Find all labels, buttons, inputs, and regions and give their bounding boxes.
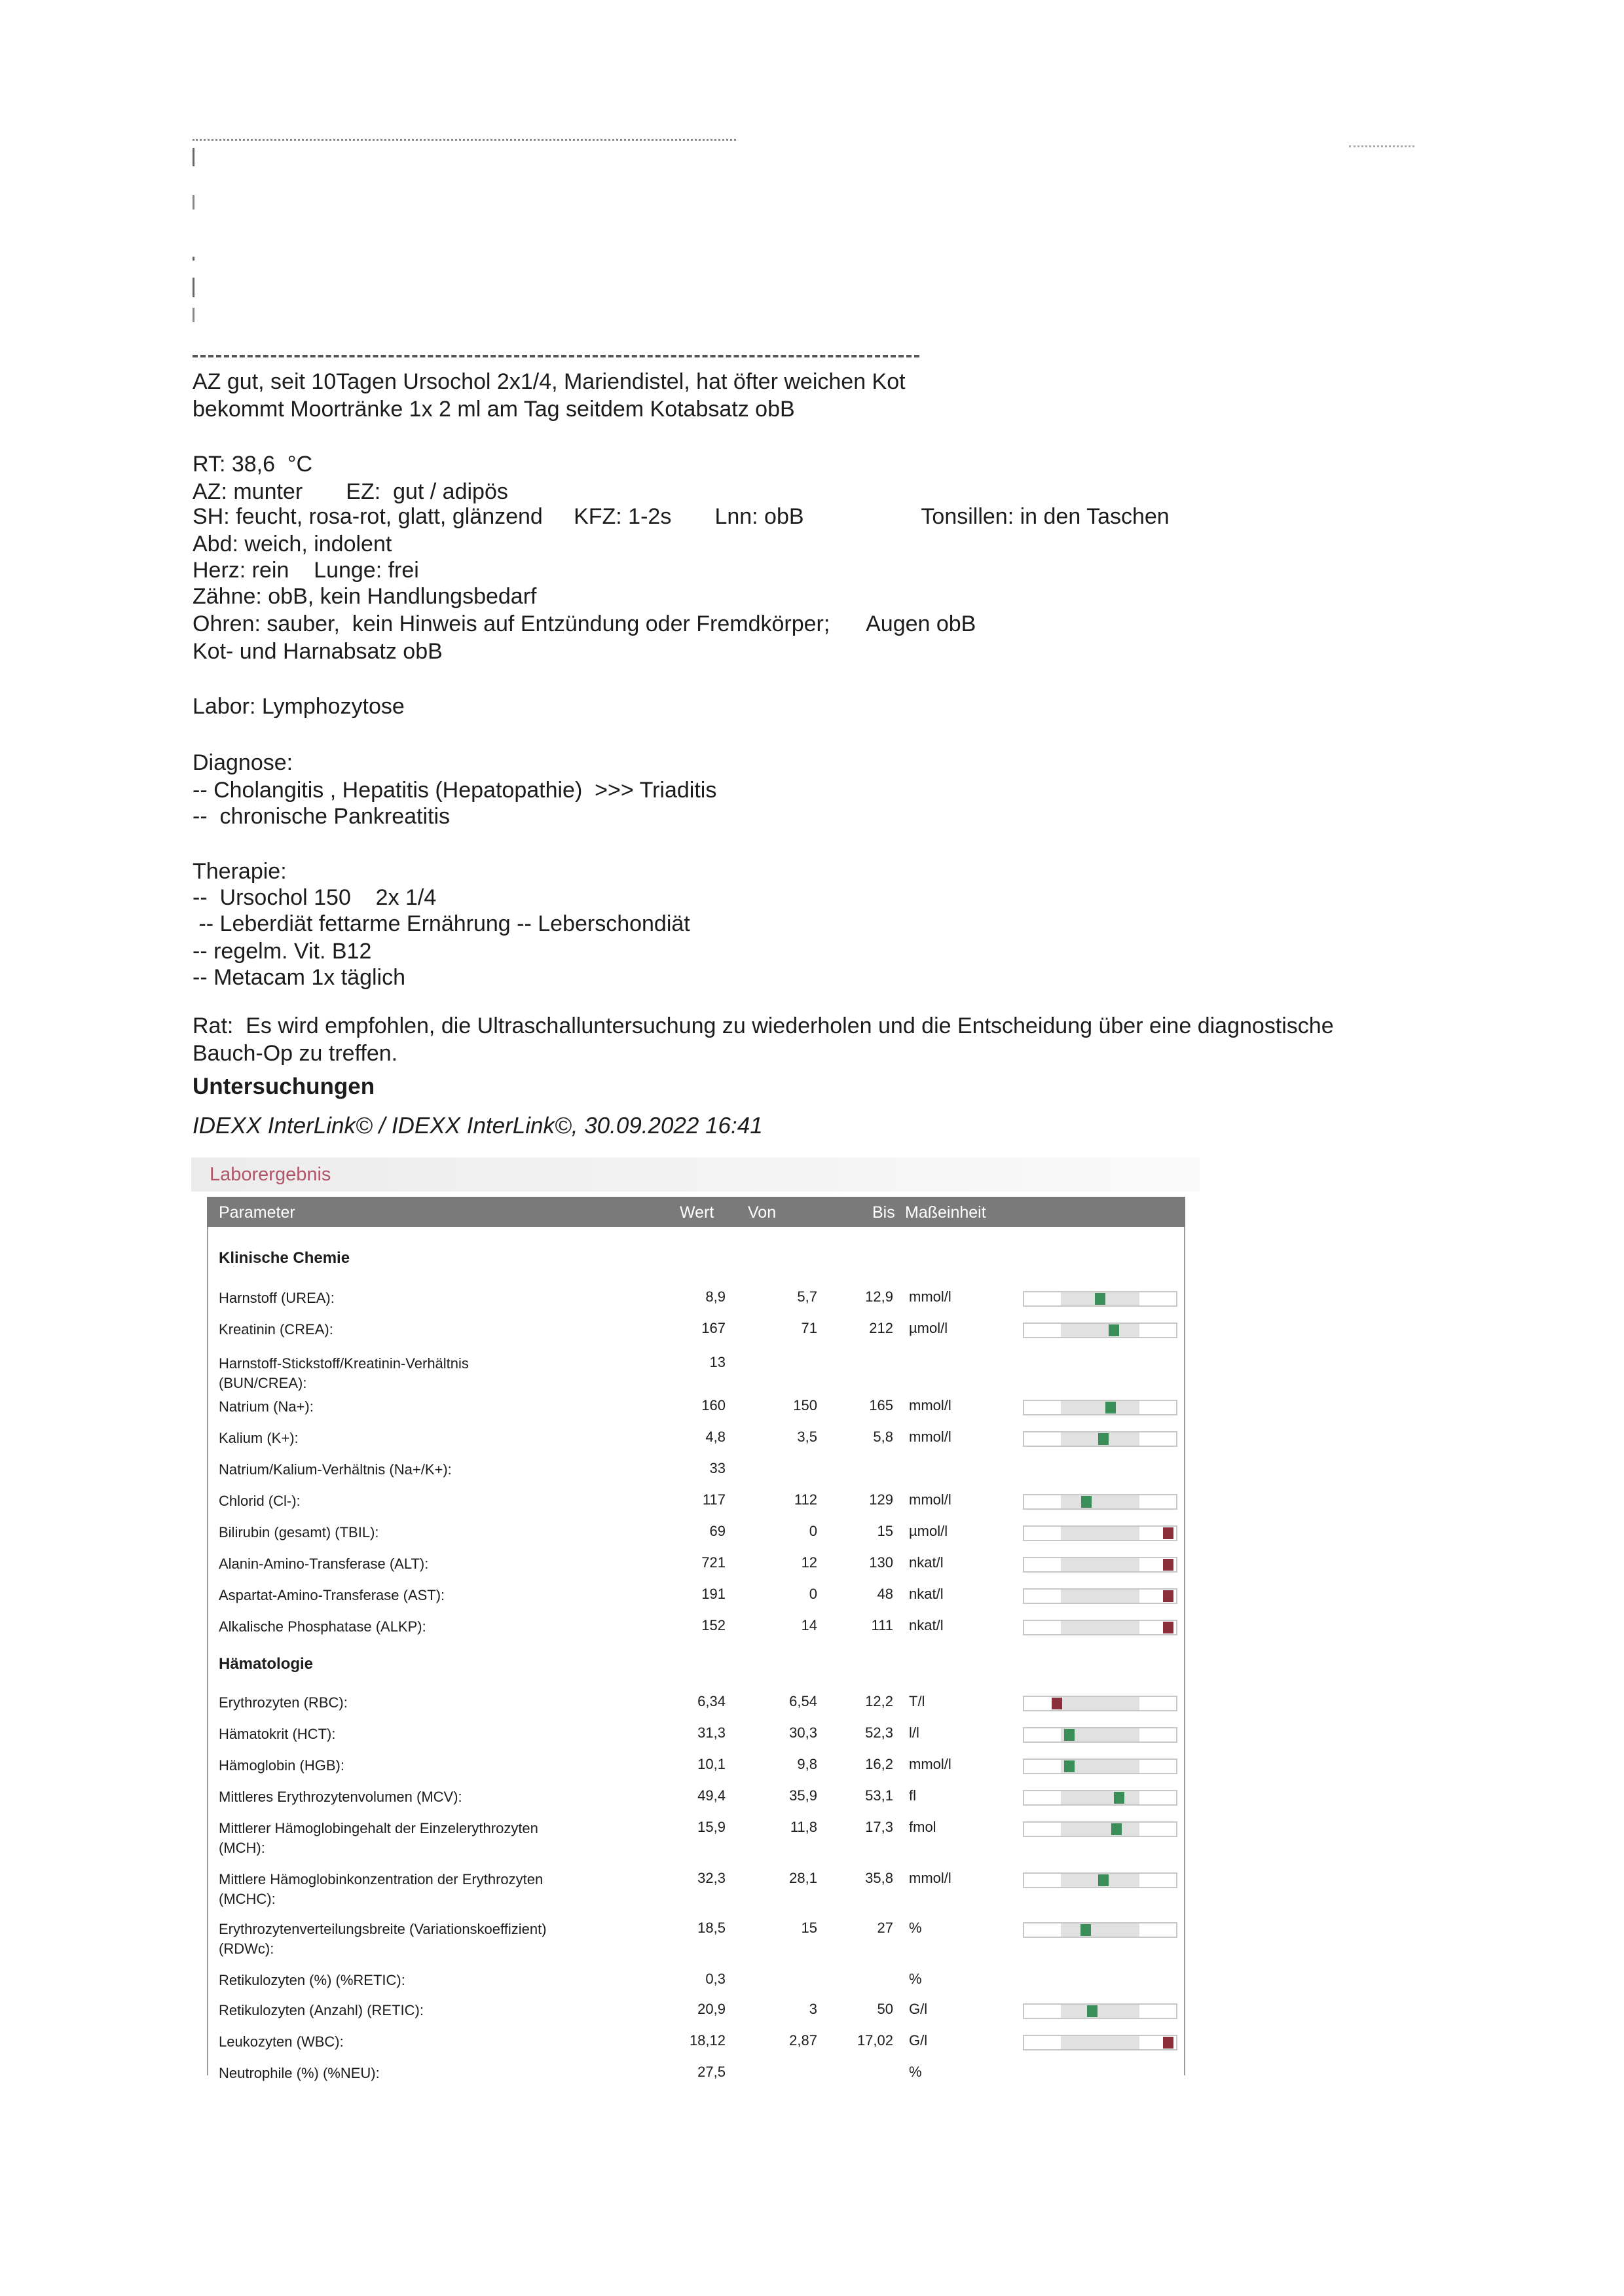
unit: fmol	[909, 1819, 936, 1835]
unit: nkat/l	[909, 1617, 944, 1633]
value-von: 0	[809, 1586, 817, 1602]
value-wert: 20,9	[697, 2001, 726, 2017]
value-wert: 721	[701, 1554, 726, 1571]
value-wert: 0,3	[705, 1971, 726, 1987]
note-line: AZ gut, seit 10Tagen Ursochol 2x1/4, Mariendistel, hat öfter weichen Kot	[193, 369, 906, 394]
value-von: 3	[809, 2001, 817, 2017]
value-von: 3,5	[797, 1429, 817, 1445]
value-von: 9,8	[797, 1756, 817, 1772]
value-bis: 212	[869, 1320, 893, 1336]
reference-range-band	[1061, 1558, 1139, 1571]
parameter-name: Natrium (Na+):	[219, 1398, 314, 1415]
value-bis: 48	[877, 1586, 893, 1602]
value-wert: 32,3	[697, 1870, 726, 1886]
value-wert: 69	[709, 1523, 726, 1539]
reference-range-band	[1061, 2036, 1139, 2049]
section-heading: Untersuchungen	[193, 1074, 375, 1099]
value-von: 30,3	[789, 1724, 817, 1741]
unit: nkat/l	[909, 1554, 944, 1571]
range-indicator	[1023, 1291, 1177, 1307]
header-fragment	[1349, 145, 1414, 147]
parameter-name: Kalium (K+):	[219, 1430, 299, 1446]
value-von: 6,54	[789, 1693, 817, 1709]
note-line: SH: feucht, rosa-rot, glatt, glänzend KFZ: 1-2s Lnn: obB Tonsillen: in den Taschen	[193, 504, 1170, 529]
value-wert: 18,12	[689, 2032, 726, 2049]
unit: µmol/l	[909, 1320, 948, 1336]
note-line: -- Metacam 1x täglich	[193, 965, 405, 990]
reference-range-band	[1061, 1401, 1139, 1414]
range-indicator	[1023, 1400, 1177, 1415]
parameter-name: Chlorid (Cl-):	[219, 1493, 301, 1509]
value-von: 35,9	[789, 1787, 817, 1804]
reference-range-band	[1061, 1823, 1139, 1836]
value-von: 15	[801, 1920, 817, 1936]
value-von: 14	[801, 1617, 817, 1633]
col-wert: Wert	[680, 1203, 714, 1222]
value-marker	[1114, 1792, 1124, 1804]
parameter-name: Hämatokrit (HCT):	[219, 1726, 336, 1742]
reference-range-band	[1061, 1495, 1139, 1508]
header-fragment	[193, 257, 194, 261]
value-von: 71	[801, 1320, 817, 1336]
value-von: 28,1	[789, 1870, 817, 1886]
note-line: bekommt Moortränke 1x 2 ml am Tag seitdem Kotabsatz obB	[193, 397, 795, 422]
value-bis: 50	[877, 2001, 893, 2017]
note-line: Ohren: sauber, kein Hinweis auf Entzündung oder Fremdkörper; Augen obB	[193, 611, 976, 636]
unit: mmol/l	[909, 1756, 951, 1772]
reference-range-band	[1061, 1923, 1139, 1937]
range-indicator	[1023, 1922, 1177, 1938]
value-wert: 152	[701, 1617, 726, 1633]
lab-table	[207, 1197, 1185, 2081]
value-marker	[1163, 1622, 1173, 1633]
note-line: Herz: rein Lunge: frei	[193, 558, 419, 583]
value-von: 11,8	[790, 1819, 817, 1835]
value-wert: 8,9	[705, 1288, 726, 1305]
note-line: Rat: Es wird empfohlen, die Ultraschalluntersuchung zu wiederholen und die Entscheidung über eine diagnostische	[193, 1013, 1334, 1038]
range-indicator	[1023, 2035, 1177, 2050]
value-bis: 111	[871, 1617, 893, 1633]
unit: G/l	[909, 2001, 928, 2017]
header-fragment	[193, 148, 194, 166]
value-marker	[1052, 1698, 1062, 1709]
range-indicator	[1023, 1821, 1177, 1837]
value-marker	[1163, 2037, 1173, 2049]
value-bis: 12,2	[865, 1693, 893, 1709]
unit: mmol/l	[909, 1397, 951, 1413]
value-von: 112	[794, 1491, 817, 1508]
lab-banner: Laborergebnis	[191, 1157, 1200, 1192]
value-marker	[1080, 1924, 1091, 1936]
note-line: RT: 38,6 °C	[193, 452, 313, 477]
value-bis: 129	[869, 1491, 893, 1508]
parameter-name: Harnstoff (UREA):	[219, 1290, 335, 1306]
value-wert: 160	[701, 1397, 726, 1413]
value-marker	[1163, 1559, 1173, 1571]
value-marker	[1064, 1760, 1075, 1772]
value-von: 2,87	[789, 2032, 817, 2049]
range-indicator	[1023, 2003, 1177, 2019]
value-von: 0	[809, 1523, 817, 1539]
unit: %	[909, 1971, 922, 1987]
parameter-name: Natrium/Kalium-Verhältnis (Na+/K+):	[219, 1461, 452, 1478]
unit: mmol/l	[909, 1491, 951, 1508]
header-fragment	[193, 139, 736, 141]
value-bis: 165	[869, 1397, 893, 1413]
note-line: -- Leberdiät fettarme Ernährung -- Leberschondiät	[193, 911, 690, 936]
value-marker	[1111, 1823, 1122, 1835]
note-line: Bauch-Op zu treffen.	[193, 1041, 398, 1066]
parameter-name: Neutrophile (%) (%NEU):	[219, 2065, 380, 2081]
reference-range-band	[1061, 1527, 1139, 1540]
value-wert: 4,8	[705, 1429, 726, 1445]
value-bis: 52,3	[865, 1724, 893, 1741]
value-marker	[1081, 1496, 1092, 1508]
col-einheit: Maßeinheit	[905, 1203, 986, 1222]
parameter-name: Retikulozyten (Anzahl) (RETIC):	[219, 2002, 424, 2018]
value-wert: 191	[701, 1586, 726, 1602]
reference-range-band	[1061, 2005, 1139, 2018]
reference-range-band	[1061, 1621, 1139, 1634]
value-bis: 130	[869, 1554, 893, 1571]
range-indicator	[1023, 1790, 1177, 1806]
range-indicator	[1023, 1620, 1177, 1635]
value-von: 5,7	[797, 1288, 817, 1305]
value-von: 150	[793, 1397, 817, 1413]
note-line: Abd: weich, indolent	[193, 532, 392, 556]
parameter-name: Erythrozyten (RBC):	[219, 1694, 348, 1711]
value-bis: 27	[877, 1920, 893, 1936]
note-line: Zähne: obB, kein Handlungsbedarf	[193, 584, 537, 609]
range-indicator	[1023, 1494, 1177, 1510]
value-wert: 6,34	[697, 1693, 726, 1709]
note-line: Therapie:	[193, 859, 287, 884]
unit: %	[909, 2064, 922, 2080]
parameter-name: Alkalische Phosphatase (ALKP):	[219, 1618, 426, 1635]
reference-range-band	[1061, 1697, 1139, 1710]
value-wert: 33	[709, 1460, 726, 1476]
unit: fl	[909, 1787, 916, 1804]
value-wert: 15,9	[697, 1819, 726, 1835]
value-bis: 53,1	[865, 1787, 893, 1804]
unit: G/l	[909, 2032, 928, 2049]
range-indicator	[1023, 1758, 1177, 1774]
parameter-name: Mittlerer Hämoglobingehalt der Einzelerythrozyten (MCH):	[219, 1820, 538, 1856]
header-fragment	[193, 340, 919, 357]
value-von: 12	[801, 1554, 817, 1571]
parameter-name: Alanin-Amino-Transferase (ALT):	[219, 1556, 429, 1572]
note-line: AZ: munter EZ: gut / adipös	[193, 479, 508, 504]
note-line: -- chronische Pankreatitis	[193, 804, 451, 829]
range-indicator	[1023, 1696, 1177, 1711]
range-indicator	[1023, 1557, 1177, 1573]
value-bis: 35,8	[865, 1870, 893, 1886]
parameter-name: Retikulozyten (%) (%RETIC):	[219, 1972, 405, 1988]
section-title: Hämatologie	[219, 1655, 314, 1673]
value-wert: 49,4	[697, 1787, 726, 1804]
parameter-name: Bilirubin (gesamt) (TBIL):	[219, 1524, 379, 1540]
value-marker	[1095, 1293, 1105, 1305]
reference-range-band	[1061, 1791, 1139, 1804]
note-line: Diagnose:	[193, 750, 293, 775]
parameter-name: Harnstoff-Stickstoff/Kreatinin-Verhältnis (BUN/CREA):	[219, 1355, 469, 1391]
parameter-name: Mittlere Hämoglobinkonzentration der Erythrozyten (MCHC):	[219, 1871, 544, 1907]
value-wert: 13	[709, 1354, 726, 1370]
range-indicator	[1023, 1872, 1177, 1888]
parameter-name: Erythrozytenverteilungsbreite (Variationskoeffizient) (RDWc):	[219, 1921, 547, 1957]
range-indicator	[1023, 1727, 1177, 1743]
header-fragment	[193, 308, 194, 322]
value-marker	[1064, 1729, 1075, 1741]
range-indicator	[1023, 1431, 1177, 1447]
parameter-name: Aspartat-Amino-Transferase (AST):	[219, 1587, 445, 1603]
col-parameter: Parameter	[219, 1203, 295, 1222]
unit: mmol/l	[909, 1429, 951, 1445]
value-marker	[1163, 1590, 1173, 1602]
unit: T/l	[909, 1693, 925, 1709]
unit: nkat/l	[909, 1586, 944, 1602]
value-marker	[1087, 2005, 1098, 2017]
value-bis: 16,2	[865, 1756, 893, 1772]
range-indicator	[1023, 1525, 1177, 1541]
lab-table-header	[207, 1197, 1185, 1227]
value-wert: 27,5	[697, 2064, 726, 2080]
value-bis: 15	[877, 1523, 893, 1539]
value-marker	[1163, 1527, 1173, 1539]
section-title: Klinische Chemie	[219, 1249, 350, 1267]
unit: l/l	[909, 1724, 919, 1741]
unit: mmol/l	[909, 1288, 951, 1305]
value-wert: 10,1	[697, 1756, 726, 1772]
header-fragment	[193, 278, 194, 297]
parameter-name: Mittleres Erythrozytenvolumen (MCV):	[219, 1789, 462, 1805]
reference-range-band	[1061, 1590, 1139, 1603]
value-wert: 167	[701, 1320, 726, 1336]
value-bis: 12,9	[865, 1288, 893, 1305]
reference-range-band	[1061, 1324, 1139, 1337]
value-wert: 117	[702, 1491, 726, 1508]
note-line: -- Cholangitis , Hepatitis (Hepatopathie) >>> Triaditis	[193, 778, 717, 803]
note-line: -- regelm. Vit. B12	[193, 939, 372, 964]
col-von: Von	[748, 1203, 777, 1222]
lab-source: IDEXX InterLink© / IDEXX InterLink©, 30.09.2022 16:41	[193, 1113, 763, 1139]
parameter-name: Hämoglobin (HGB):	[219, 1757, 344, 1774]
value-marker	[1098, 1874, 1109, 1886]
note-line: Labor: Lymphozytose	[193, 694, 405, 719]
header-fragment	[193, 195, 194, 210]
unit: µmol/l	[909, 1523, 948, 1539]
value-bis: 17,02	[857, 2032, 893, 2049]
unit: %	[909, 1920, 922, 1936]
parameter-name: Kreatinin (CREA):	[219, 1321, 333, 1338]
value-wert: 18,5	[697, 1920, 726, 1936]
parameter-name: Leukozyten (WBC):	[219, 2033, 344, 2050]
note-line: -- Ursochol 150 2x 1/4	[193, 885, 437, 910]
value-marker	[1109, 1324, 1119, 1336]
note-line: Kot- und Harnabsatz obB	[193, 639, 443, 664]
value-marker	[1105, 1402, 1116, 1413]
value-wert: 31,3	[697, 1724, 726, 1741]
range-indicator	[1023, 1588, 1177, 1604]
range-indicator	[1023, 1322, 1177, 1338]
value-bis: 17,3	[865, 1819, 893, 1835]
col-bis: Bis	[872, 1203, 895, 1222]
value-marker	[1098, 1433, 1109, 1445]
value-bis: 5,8	[873, 1429, 893, 1445]
unit: mmol/l	[909, 1870, 951, 1886]
